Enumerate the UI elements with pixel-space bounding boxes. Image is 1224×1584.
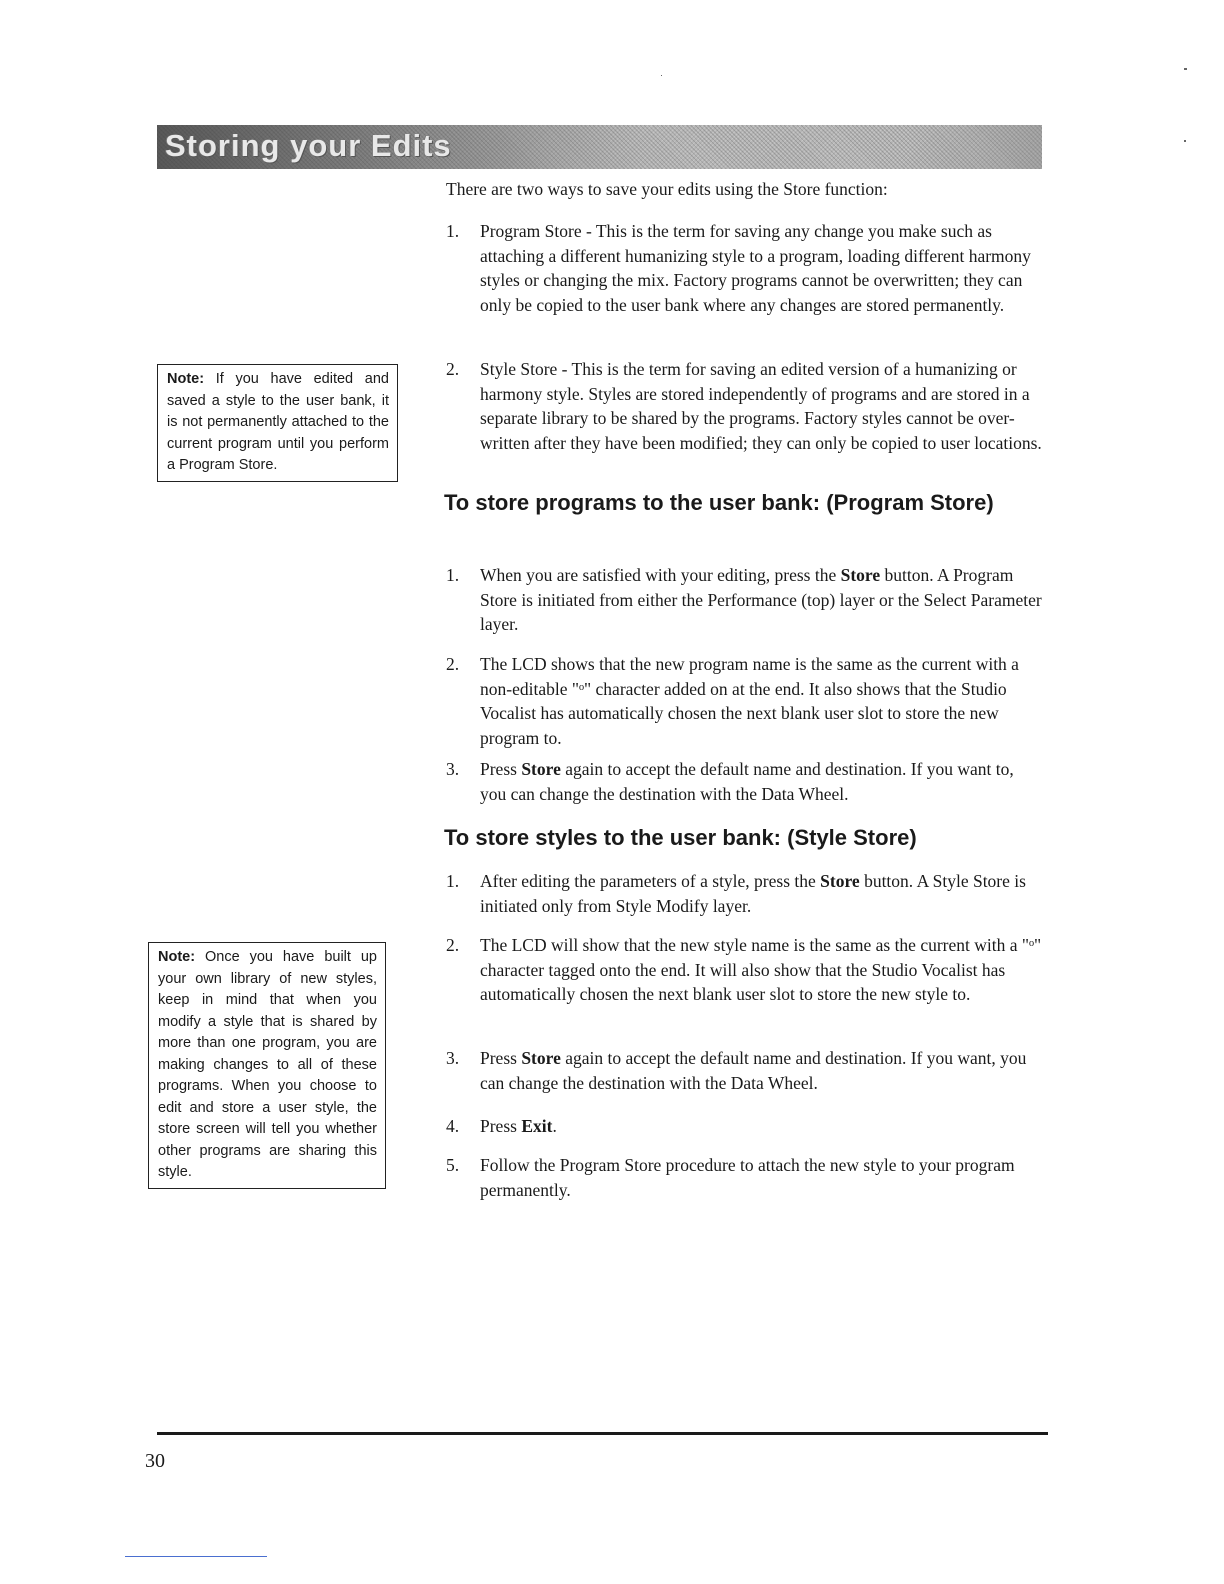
list-item	[440, 1114, 1043, 1139]
scan-speck	[1184, 68, 1187, 70]
list-item	[440, 869, 1043, 918]
note-label: Note:	[158, 949, 196, 965]
list-number: 2.	[446, 359, 460, 379]
list-number: 4.	[446, 1116, 460, 1136]
side-note	[148, 942, 386, 1189]
list-number: 2.	[446, 654, 460, 674]
list-text: Style Store - This is the term for saving an edited version of a humanizing or harmony style. Styles are stored independently of programs and are stored in a separate library to be shared by the programs. Factory styles cannot be over-written after they have been modified; they can only be copied to user locations.	[480, 359, 1042, 453]
footer-rule	[157, 1432, 1048, 1435]
list-number: 1.	[446, 221, 460, 241]
list-text: Program Store - This is the term for saving any change you make such as attaching a different humanizing style to a program, loading different harmony styles or changing the mix. Factory programs cannot be overwritten; they can only be copied to the user bank where any changes are stored permanently.	[480, 221, 1031, 315]
list-text: After editing the parameters of a style, press the Store button. A Style Store is initiated only from Style Modify layer.	[480, 871, 1026, 916]
list-number: 3.	[446, 759, 460, 779]
bottom-rule	[125, 1556, 267, 1557]
note-label: Note:	[167, 371, 205, 387]
list-text: Press Exit.	[480, 1116, 557, 1136]
intro-text: There are two ways to save your edits using the Store function:	[446, 179, 888, 199]
note-text: Once you have built up your own library of new styles, keep in mind that when you modify a style that is shared by more than one program, you are making changes to all of these programs. When you choose to edit and store a user style, the store screen will tell you whether other programs are sharing this style.	[158, 949, 377, 1180]
list-item	[440, 563, 1043, 637]
note-text: If you have edited and saved a style to the user bank, it is not permanently attached to the current program until you perform a Program Store.	[167, 371, 389, 473]
section-heading-program-store: To store programs to the user bank: (Program Store)	[444, 490, 994, 515]
list-text: Press Store again to accept the default name and destination. If you want, you can change the destination with the Data Wheel.	[480, 1048, 1027, 1093]
list-number: 5.	[446, 1155, 460, 1175]
side-note	[157, 364, 398, 482]
scan-speck	[661, 75, 662, 76]
list-item	[440, 757, 1043, 806]
list-item	[440, 357, 1043, 455]
list-text: The LCD will show that the new style name is the same as the current with a "ᵒ" character tagged onto the end. It will also show that the Studio Vocalist has automatically chosen the next blank user slot to store the new style to.	[480, 935, 1042, 1004]
list-item	[440, 652, 1043, 750]
list-item	[440, 1046, 1043, 1095]
list-number: 1.	[446, 871, 460, 891]
page-number: 30	[145, 1450, 165, 1472]
scan-speck	[1184, 140, 1186, 142]
list-item	[440, 933, 1043, 1007]
list-item	[440, 1153, 1043, 1202]
list-text: Press Store again to accept the default name and destination. If you want to, you can change the destination with the Data Wheel.	[480, 759, 1014, 804]
list-text: When you are satisfied with your editing, press the Store button. A Program Store is initiated from either the Performance (top) layer or the Select Parameter layer.	[480, 565, 1042, 634]
list-number: 2.	[446, 935, 460, 955]
section-banner	[157, 125, 1042, 169]
list-item	[440, 219, 1043, 317]
section-title: Storing your Edits	[165, 128, 452, 163]
list-number: 3.	[446, 1048, 460, 1068]
list-text: The LCD shows that the new program name is the same as the current with a non-editable "ᵒ" character added on at the end. It also shows that the Studio Vocalist has automatically chosen the next blank user slot to store the new program to.	[480, 654, 1019, 748]
list-text: Follow the Program Store procedure to attach the new style to your program permanently.	[480, 1155, 1015, 1200]
section-heading-style-store: To store styles to the user bank: (Style Store)	[444, 825, 917, 850]
list-number: 1.	[446, 565, 460, 585]
